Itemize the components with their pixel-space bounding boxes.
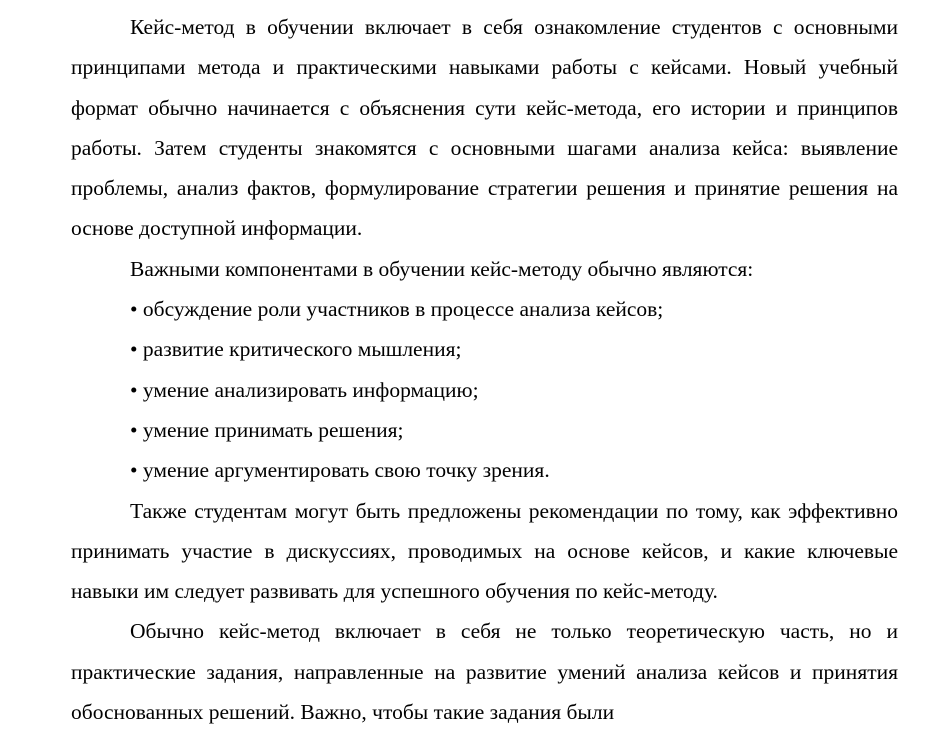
list-item: • обсуждение роли участников в процессе анализа кейсов; (130, 297, 664, 322)
paragraph-recommendations: Также студентам могут быть предложены рекомендации по тому, как эффективно принимать участие в дискуссиях, проводимых на основе кейсов, и какие ключевые навыки им следует развивать для успешного обучения по кейс-методу. (71, 498, 898, 604)
list-item: • умение аргументировать свою точку зрения. (130, 458, 550, 483)
list-item: • умение принимать решения; (130, 417, 404, 442)
list-item: • развитие критического мышления; (130, 337, 462, 362)
bullet-list (71, 289, 898, 490)
paragraph-intro: Кейс-метод в обучении включает в себя ознакомление студентов с основными принципами метода и практическими навыками работы с кейсами. Новый учебный формат обычно начинается с объяснения сути кейс-метода, его истории и принципов работы. Затем студенты знакомятся с основными шагами анализа кейса: выявление проблемы, анализ фактов, формулирование стратегии решения и принятие решения на основе доступной информации. (71, 15, 898, 241)
list-item: • умение анализировать информацию; (130, 377, 479, 402)
document-body (71, 7, 898, 732)
paragraph-components-lead: Важными компонентами в обучении кейс-методу обычно являются: (130, 256, 754, 281)
paragraph-practice: Обычно кейс-метод включает в себя не только теоретическую часть, но и практические задания, направленные на развитие умений анализа кейсов и принятия обоснованных решений. Важно, чтобы такие задания были (71, 619, 898, 725)
